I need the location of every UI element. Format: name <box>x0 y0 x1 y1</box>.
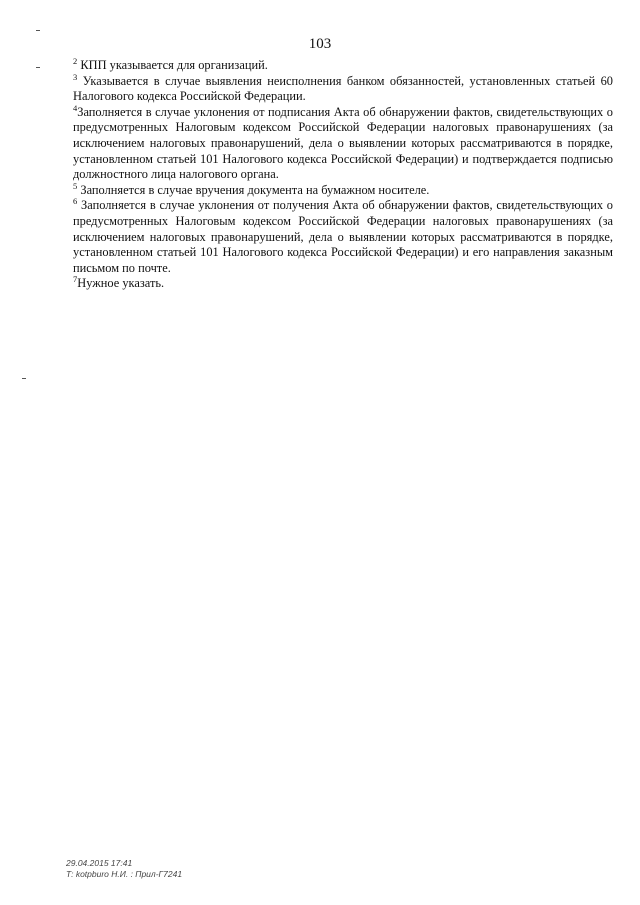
footer-file-info: Т: kotpburo Н.И. : Прил-Г7241 <box>66 869 183 879</box>
footnotes <box>73 58 613 292</box>
footnote <box>73 276 613 292</box>
footnote-number: 6 <box>73 196 78 207</box>
footnote-text: Указывается в случае выявления неисполнения банком обязанностей, установленных статьей 60 Налогового кодекса Российской Федерации. <box>73 73 613 104</box>
footnote <box>73 58 613 74</box>
footnote-number: 7 <box>73 274 78 285</box>
document-footer <box>66 858 182 880</box>
scan-mark <box>22 378 26 379</box>
footnote <box>73 198 613 276</box>
footer-timestamp: 29.04.2015 17:41 <box>66 858 133 868</box>
footnote-text: КПП указывается для организаций. <box>80 58 268 72</box>
footnote-text: Заполняется в случае уклонения от получения Акта об обнаружении фактов, свидетельствующих о предусмотренных Налоговым кодексом Российской Федерации налоговых правонарушениях (за исключением налоговых правонарушений, дела о выявлении которых рассматриваются в порядке, установленном статьей 101 Налогового кодекса Российской Федерации) и его направления заказным письмом по почте. <box>73 198 613 275</box>
footnote-text: Нужное указать. <box>77 276 165 291</box>
footnote <box>73 180 613 199</box>
footnote-number: 5 <box>73 180 78 191</box>
footnote <box>73 102 613 183</box>
scan-mark <box>36 67 40 68</box>
footnote-text: Заполняется в случае уклонения от подписания Акта об обнаружении фактов, свидетельствующих о предусмотренных Налоговым кодексом Российской Федерации налоговых правонарушениях (за исключением налоговых правонарушений, дела о выявлении которых рассматриваются в порядке, установленном статьей 101 Налогового кодекса Российской Федерации) и подтверждается подписью должностного лица налогового органа. <box>73 104 613 182</box>
footnote-number: 4 <box>73 102 78 113</box>
scan-mark <box>36 30 40 31</box>
footnote-number: 3 <box>73 71 78 82</box>
footnote-number: 2 <box>73 56 78 66</box>
footnote <box>73 71 613 105</box>
footnote-text: Заполняется в случае вручения документа на бумажном носителе. <box>80 182 430 197</box>
page-number: 103 <box>308 36 332 52</box>
